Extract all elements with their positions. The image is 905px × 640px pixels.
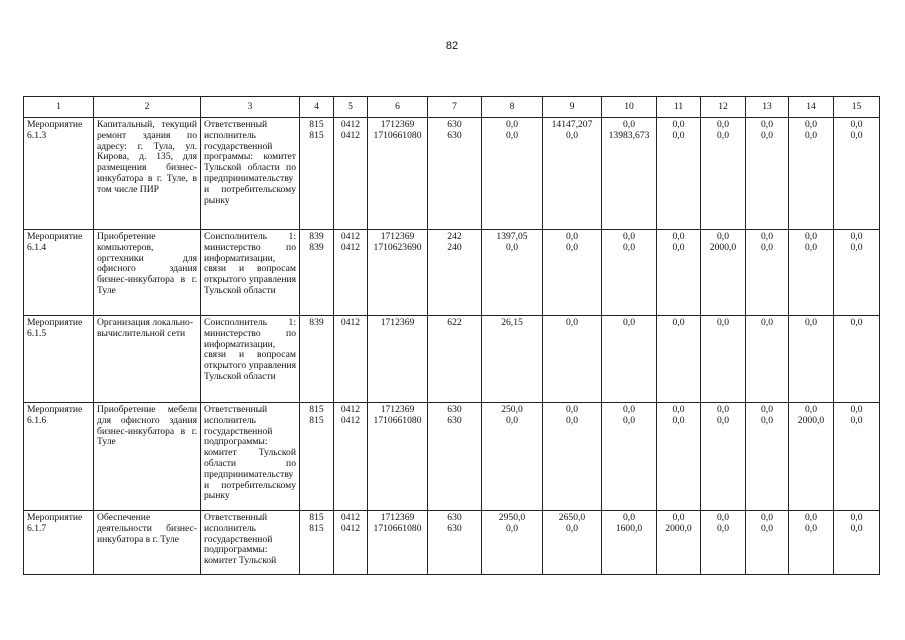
amount-cell: 0,0 xyxy=(657,316,701,403)
amount-cell: 2650,0 0,0 xyxy=(543,511,602,575)
code-expense-type: 630 630 xyxy=(428,511,482,575)
responsible-executor: Соисполнитель 1: министерство по информатизации, связи и вопросам открытого управления Тульской области xyxy=(201,230,300,316)
code-grbs: 815 815 xyxy=(300,403,334,511)
amount-cell: 0,0 0,0 xyxy=(789,511,834,575)
header-cell: 4 xyxy=(300,97,334,118)
code-section: 0412 0412 xyxy=(334,403,368,511)
measure-description: Организация локально-вычислительной сети xyxy=(94,316,201,403)
measure-label: Мероприятие 6.1.3 xyxy=(24,118,94,230)
header-cell: 12 xyxy=(701,97,746,118)
code-expense-type: 242 240 xyxy=(428,230,482,316)
amount-cell: 0,0 2000,0 xyxy=(657,511,701,575)
header-cell: 7 xyxy=(428,97,482,118)
amount-cell: 0,0 0,0 xyxy=(789,230,834,316)
amount-cell: 0,0 xyxy=(701,316,746,403)
measure-description: Приобретение мебели для офисного здания бизнес-инкубатора в г. Туле xyxy=(94,403,201,511)
amount-cell: 0,0 xyxy=(789,316,834,403)
responsible-executor: Ответственный исполнитель государственной подпрограммы: комитет Тульской области по предпринимательству и потребительскому рынку xyxy=(201,403,300,511)
code-grbs: 839 839 xyxy=(300,230,334,316)
amount-cell: 0,0 0,0 xyxy=(543,403,602,511)
measure-description: Обеспечение деятельности бизнес-инкубатора в г. Туле xyxy=(94,511,201,575)
amount-cell: 0,0 0,0 xyxy=(834,511,880,575)
code-section: 0412 0412 xyxy=(334,230,368,316)
code-section: 0412 0412 xyxy=(334,511,368,575)
amount-cell: 0,0 13983,673 xyxy=(602,118,657,230)
code-grbs: 839 xyxy=(300,316,334,403)
amount-cell: 0,0 0,0 xyxy=(543,230,602,316)
amount-cell: 0,0 0,0 xyxy=(657,403,701,511)
header-cell: 3 xyxy=(201,97,300,118)
amount-cell: 0,0 0,0 xyxy=(482,118,543,230)
amount-cell: 26,15 xyxy=(482,316,543,403)
measure-description: Капитальный, текущий ремонт здания по адресу: г. Тула, ул. Кирова, д. 135, для размещения бизнес-инкубатора в г. Туле, в том числе ПИР xyxy=(94,118,201,230)
header-cell: 1 xyxy=(24,97,94,118)
amount-cell: 0,0 xyxy=(543,316,602,403)
responsible-executor: Соисполнитель 1: министерство по информатизации, связи и вопросам открытого управления Тульской области xyxy=(201,316,300,403)
table-row xyxy=(24,230,880,316)
header-cell: 14 xyxy=(789,97,834,118)
budget-table xyxy=(23,96,880,575)
code-target-article: 1712369 1710661080 xyxy=(368,118,428,230)
code-target-article: 1712369 1710661080 xyxy=(368,511,428,575)
amount-cell: 0,0 0,0 xyxy=(602,403,657,511)
header-cell: 15 xyxy=(834,97,880,118)
header-cell: 11 xyxy=(657,97,701,118)
page-number: 82 xyxy=(445,40,459,52)
code-expense-type: 630 630 xyxy=(428,118,482,230)
header-cell: 9 xyxy=(543,97,602,118)
amount-cell: 0,0 0,0 xyxy=(701,118,746,230)
amount-cell: 0,0 0,0 xyxy=(701,403,746,511)
amount-cell: 0,0 0,0 xyxy=(657,118,701,230)
amount-cell: 0,0 0,0 xyxy=(789,118,834,230)
amount-cell: 0,0 xyxy=(602,316,657,403)
measure-label: Мероприятие 6.1.4 xyxy=(24,230,94,316)
amount-cell: 250,0 0,0 xyxy=(482,403,543,511)
table-row xyxy=(24,118,880,230)
header-row xyxy=(24,97,880,118)
amount-cell: 0,0 0,0 xyxy=(657,230,701,316)
amount-cell: 0,0 0,0 xyxy=(834,403,880,511)
amount-cell: 0,0 0,0 xyxy=(834,118,880,230)
measure-label: Мероприятие 6.1.6 xyxy=(24,403,94,511)
code-grbs: 815 815 xyxy=(300,118,334,230)
header-cell: 8 xyxy=(482,97,543,118)
header-cell: 13 xyxy=(746,97,789,118)
table-row xyxy=(24,316,880,403)
amount-cell: 0,0 xyxy=(834,316,880,403)
measure-label: Мероприятие 6.1.7 xyxy=(24,511,94,575)
amount-cell: 0,0 2000,0 xyxy=(789,403,834,511)
amount-cell: 0,0 0,0 xyxy=(746,118,789,230)
amount-cell: 0,0 0,0 xyxy=(746,230,789,316)
amount-cell: 0,0 2000,0 xyxy=(701,230,746,316)
amount-cell: 0,0 0,0 xyxy=(701,511,746,575)
code-target-article: 1712369 1710623690 xyxy=(368,230,428,316)
code-target-article: 1712369 1710661080 xyxy=(368,403,428,511)
amount-cell: 0,0 0,0 xyxy=(602,230,657,316)
responsible-executor: Ответственный исполнитель государственной подпрограммы: комитет Тульской xyxy=(201,511,300,575)
table-row xyxy=(24,403,880,511)
header-cell: 2 xyxy=(94,97,201,118)
amount-cell: 0,0 0,0 xyxy=(834,230,880,316)
table-row xyxy=(24,511,880,575)
amount-cell: 2950,0 0,0 xyxy=(482,511,543,575)
code-target-article: 1712369 xyxy=(368,316,428,403)
code-expense-type: 630 630 xyxy=(428,403,482,511)
header-cell: 10 xyxy=(602,97,657,118)
amount-cell: 1397,05 0,0 xyxy=(482,230,543,316)
responsible-executor: Ответственный исполнитель государственной программы: комитет Тульской области по предпринимательству и потребительскому рынку xyxy=(201,118,300,230)
measure-description: Приобретение компьютеров, оргтехники для офисного здания бизнес-инкубатора в г. Туле xyxy=(94,230,201,316)
header-cell: 6 xyxy=(368,97,428,118)
amount-cell: 14147,207 0,0 xyxy=(543,118,602,230)
code-grbs: 815 815 xyxy=(300,511,334,575)
measure-label: Мероприятие 6.1.5 xyxy=(24,316,94,403)
amount-cell: 0,0 0,0 xyxy=(746,403,789,511)
code-section: 0412 xyxy=(334,316,368,403)
amount-cell: 0,0 0,0 xyxy=(746,511,789,575)
amount-cell: 0,0 xyxy=(746,316,789,403)
code-section: 0412 0412 xyxy=(334,118,368,230)
code-expense-type: 622 xyxy=(428,316,482,403)
amount-cell: 0,0 1600,0 xyxy=(602,511,657,575)
header-cell: 5 xyxy=(334,97,368,118)
